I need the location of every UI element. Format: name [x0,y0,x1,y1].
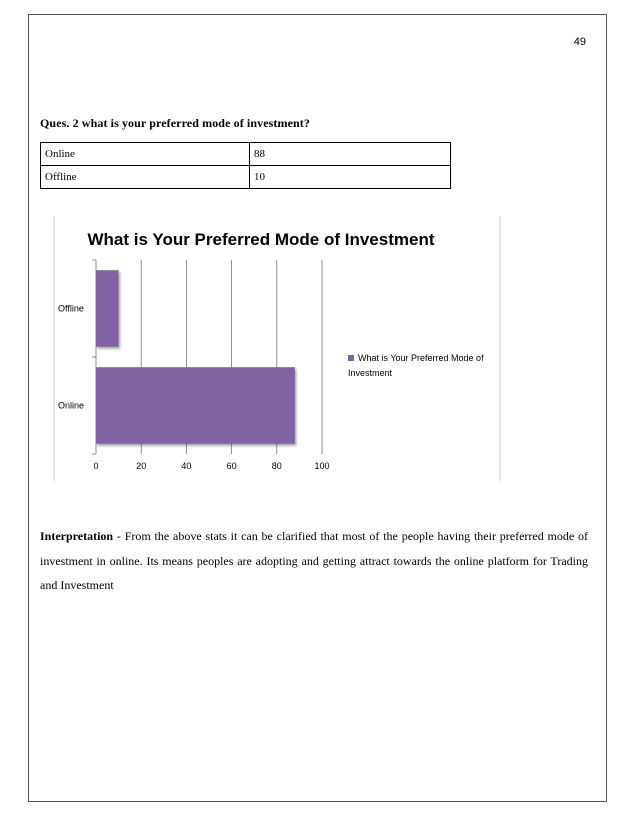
category-label: Offline [58,303,84,314]
table-row [41,166,451,189]
chart-container [52,216,502,481]
chart-category-labels [58,304,84,411]
page-number: 49 [573,36,586,48]
interpretation-paragraph [40,524,588,598]
category-label: Online [58,400,85,411]
table-cell-label: Offline [41,166,250,189]
chart-bars [96,270,295,444]
x-tick-label: 60 [226,461,237,471]
chart-x-ticks [93,461,329,471]
bar-chart [52,216,502,481]
x-tick-label: 0 [93,461,99,471]
interpretation-label: Interpretation [40,529,114,543]
bar-offline [96,270,119,347]
bar-online [96,367,295,444]
interpretation-text: - From the above stats it can be clarified that most of the people having their preferred mode of investment in online. Its means peoples are adopting and getting attract towards the online platform for Trading and Investment [40,529,588,592]
x-tick-label: 80 [271,461,282,471]
x-tick-label: 40 [181,461,192,471]
table-row [41,143,451,166]
x-tick-label: 20 [136,461,147,471]
table-cell-value: 10 [250,166,451,189]
chart-legend [348,353,484,378]
chart-title: What is Your Preferred Mode of Investment [87,230,435,249]
response-table [40,142,451,189]
legend-label: What is Your Preferred Mode of Investment [348,353,484,378]
table-cell-value: 88 [250,143,451,166]
x-tick-label: 100 [314,461,330,471]
question-heading: Ques. 2 what is your preferred mode of investment? [40,116,310,130]
table-cell-label: Online [41,143,250,166]
legend-swatch [348,355,354,361]
